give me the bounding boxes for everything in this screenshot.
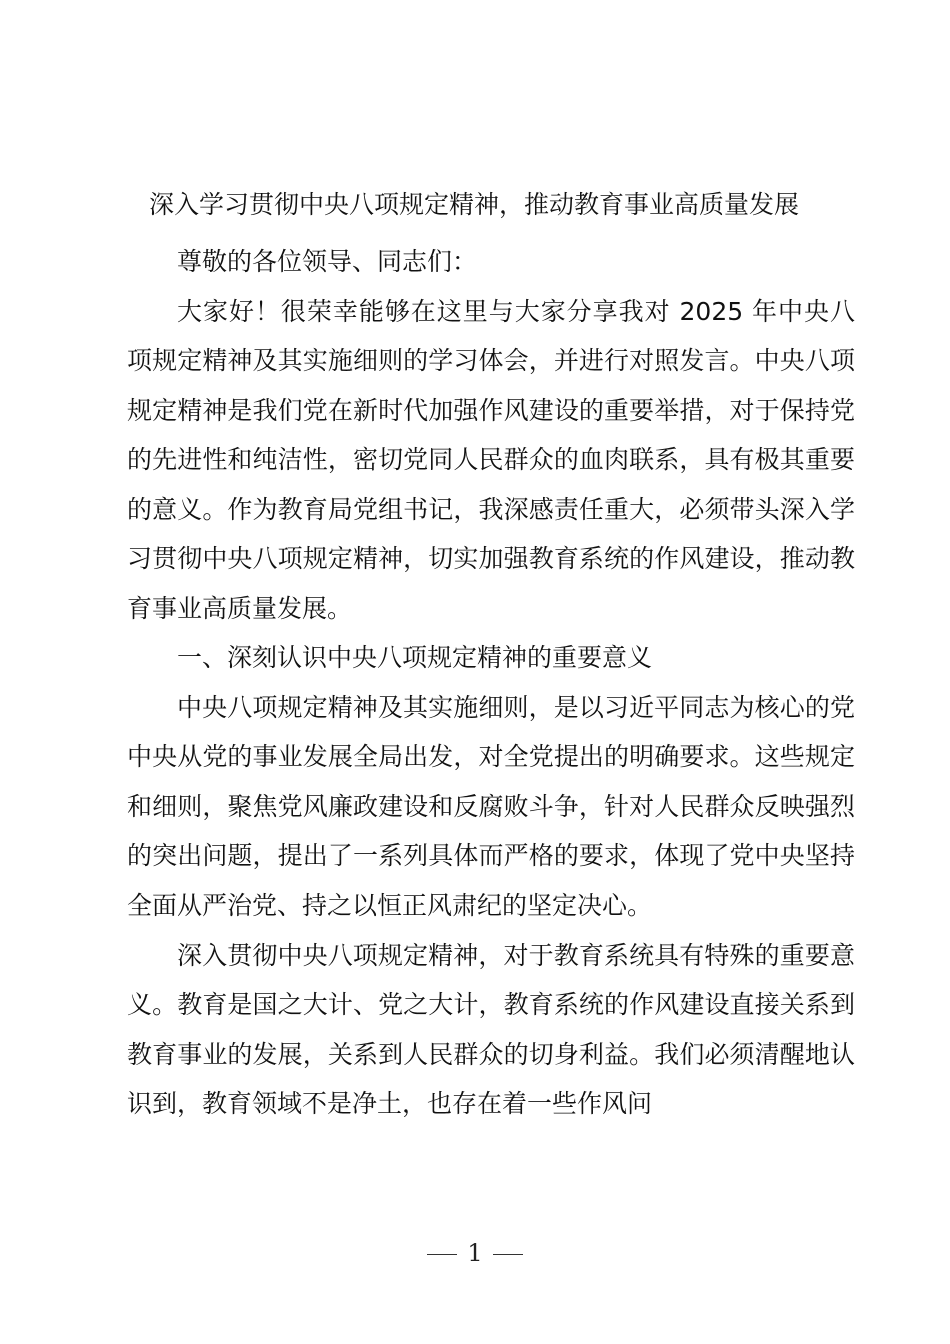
page-footer [0, 1238, 950, 1268]
section-heading: 一、深刻认识中央八项规定精神的重要意义 [177, 643, 653, 672]
paragraph: 中央八项规定精神及其实施细则，是以习近平同志为核心的党中央从党的事业发展全局出发，对全党提出的明确要求。这些规定和细则，聚焦党风廉政建设和反腐败斗争，针对人民群众反映强烈的突出问题，提出了一系列具体而严格的要求，体现了党中央坚持全面从严治党、持之以恒正风肃纪的坚定决心。 [127, 692, 855, 920]
footer-dash-left [427, 1254, 457, 1255]
paragraph-intro: 大家好！很荣幸能够在这里与大家分享我对 2025 年中央八项规定精神及其实施细则的学习体会，并进行对照发言。中央八项规定精神是我们党在新时代加强作风建设的重要举措，对于保持党的先进性和纯洁性，密切党同人民群众的血肉联系，具有极其重要的意义。作为教育局党组书记，我深感责任重大，必须带头深入学习贯彻中央八项规定精神，切实加强教育系统的作风建设，推动教育事业高质量发展。 [127, 296, 855, 623]
salutation: 尊敬的各位领导、同志们： [177, 247, 478, 276]
footer-dash-right [493, 1254, 523, 1255]
page-number: 1 [467, 1239, 483, 1267]
document-body [127, 237, 855, 1129]
paragraph: 深入贯彻中央八项规定精神，对于教育系统具有特殊的重要意义。教育是国之大计、党之大计，教育系统的作风建设直接关系到教育事业的发展，关系到人民群众的切身利益。我们必须清醒地认识到，教育领域不是净土，也存在着一些作风问 [127, 940, 855, 1118]
document-title: 深入学习贯彻中央八项规定精神，推动教育事业高质量发展 [149, 190, 800, 219]
